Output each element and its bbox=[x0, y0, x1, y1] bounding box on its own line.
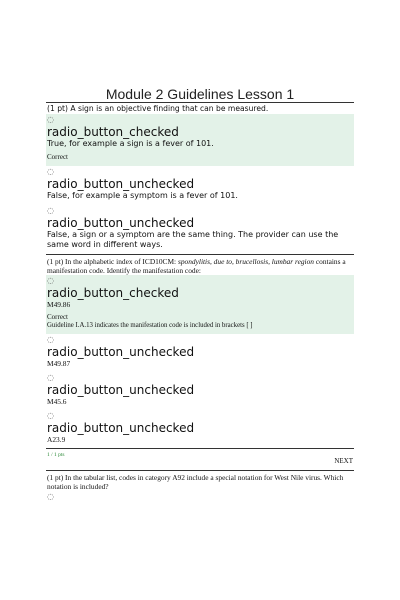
question-1-option-2[interactable] bbox=[46, 166, 354, 205]
radio-unchecked-icon[interactable]: ◌ bbox=[47, 411, 54, 420]
option-text: False, for example a symptom is a fever of 101. bbox=[47, 191, 238, 200]
radio-state-label: radio_button_unchecked bbox=[47, 383, 195, 397]
correct-label: Correct bbox=[47, 153, 68, 161]
page-title: Module 2 Guidelines Lesson 1 bbox=[105, 86, 295, 102]
option-text: A23.9 bbox=[47, 435, 66, 444]
question-2-prompt bbox=[46, 255, 354, 275]
next-button[interactable]: NEXT bbox=[334, 457, 353, 465]
score-label: 1 / 1 pts bbox=[47, 452, 65, 458]
radio-state-label: radio_button_unchecked bbox=[47, 345, 195, 359]
option-text: M45.6 bbox=[47, 397, 67, 406]
option-text: False, a sign or a symptom are the same thing. The provider can use the same word in different ways. bbox=[47, 230, 339, 249]
radio-state-label: radio_button_checked bbox=[47, 286, 179, 300]
option-text: M49.87 bbox=[47, 359, 71, 368]
question-1 bbox=[46, 103, 354, 254]
question-2-option-1[interactable] bbox=[46, 275, 354, 334]
prompt-text: (1 pt) In the alphabetic index of ICD10CM: bbox=[47, 257, 178, 266]
question-1-option-3[interactable] bbox=[46, 205, 354, 254]
radio-state-label: radio_button_unchecked bbox=[47, 421, 195, 435]
question-3-prompt: (1 pt) In the tabular list, codes in category A92 include a special notation for West Nile virus. Which notation is included? bbox=[47, 473, 344, 491]
radio-unchecked-icon[interactable]: ◌ bbox=[47, 167, 54, 176]
radio-state-label: radio_button_checked bbox=[47, 125, 179, 139]
prompt-italic-term: spondylitis, due to, brucellosis, lumbar region bbox=[177, 257, 314, 266]
option-text: M49.86 bbox=[47, 300, 71, 309]
question-3 bbox=[46, 471, 354, 506]
radio-unchecked-icon[interactable]: ◌ bbox=[47, 335, 54, 344]
radio-checked-icon[interactable]: ◌ bbox=[47, 115, 54, 124]
question-2 bbox=[46, 255, 354, 459]
question-3-option-1[interactable] bbox=[46, 491, 354, 506]
question-2-option-3[interactable] bbox=[46, 372, 354, 410]
question-1-option-1[interactable] bbox=[46, 114, 354, 166]
feedback-text: Guideline I.A.13 indicates the manifestation code is included in brackets [ ] bbox=[47, 322, 253, 329]
radio-unchecked-icon[interactable]: ◌ bbox=[47, 206, 54, 215]
radio-unchecked-icon[interactable]: ◌ bbox=[47, 373, 54, 382]
question-2-option-2[interactable] bbox=[46, 334, 354, 372]
radio-checked-icon[interactable]: ◌ bbox=[47, 276, 54, 285]
radio-state-label: radio_button_unchecked bbox=[47, 216, 195, 230]
quiz-page bbox=[46, 86, 354, 506]
radio-unchecked-icon[interactable]: ◌ bbox=[47, 492, 54, 501]
option-text: True, for example a sign is a fever of 101. bbox=[47, 139, 214, 148]
prompt-text: contains a manifestation code. Identify the manifestation code: bbox=[47, 257, 346, 275]
question-1-prompt: (1 pt) A sign is an objective finding that can be measured. bbox=[47, 104, 269, 113]
radio-state-label: radio_button_unchecked bbox=[47, 177, 195, 191]
correct-label: Correct bbox=[47, 313, 68, 321]
question-2-option-4[interactable] bbox=[46, 410, 354, 448]
